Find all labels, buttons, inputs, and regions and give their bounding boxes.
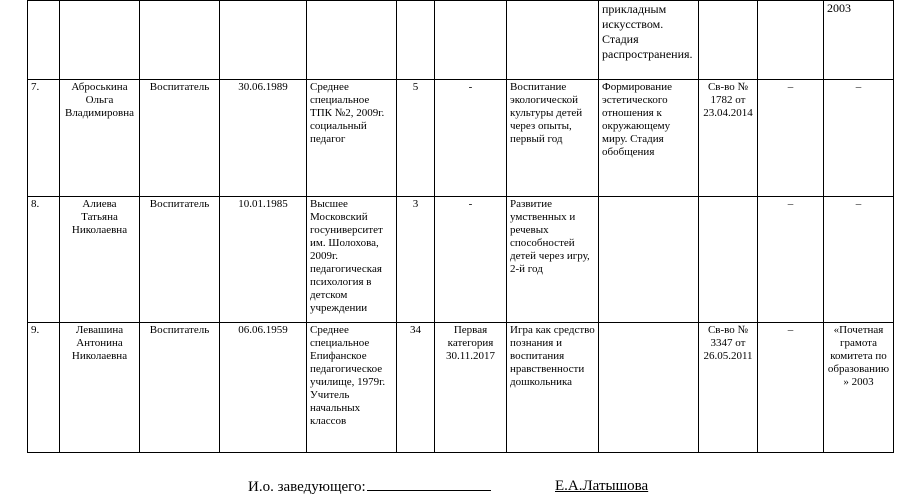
signature-blank	[367, 478, 491, 491]
employee-col10: –	[758, 197, 824, 323]
cell-number	[28, 1, 60, 80]
cell-certificate	[699, 1, 758, 80]
employee-certificate	[699, 197, 758, 323]
row-number: 7.	[28, 80, 60, 197]
employee-education: Среднее специальное ТПК №2, 2009г. социальный педагог	[307, 80, 397, 197]
signature-label: И.о. заведующего:	[248, 479, 366, 495]
table-row	[28, 80, 894, 197]
row-number: 9.	[28, 323, 60, 453]
employee-position: Воспитатель	[140, 197, 220, 323]
employee-position: Воспитатель	[140, 80, 220, 197]
employee-category: -	[435, 80, 507, 197]
cell-birth-date	[220, 1, 307, 80]
employee-birth-date: 06.06.1959	[220, 323, 307, 453]
employee-name: Левашина Антонина Николаевна	[60, 323, 140, 453]
employee-name: Аброськина Ольга Владимировна	[60, 80, 140, 197]
employee-program: Формирование эстетического отношения к окружающему миру. Стадия обобщения	[599, 80, 699, 197]
employee-category: -	[435, 197, 507, 323]
cell-category	[435, 1, 507, 80]
employee-theme: Игра как средство познания и воспитания нравственности дошкольника	[507, 323, 599, 453]
employee-experience: 34	[397, 323, 435, 453]
table-row	[28, 323, 894, 453]
cell-position	[140, 1, 220, 80]
cell-name	[60, 1, 140, 80]
cell-experience	[397, 1, 435, 80]
employee-award: –	[824, 197, 894, 323]
signature-line	[248, 478, 649, 496]
cell-theme	[507, 1, 599, 80]
employee-position: Воспитатель	[140, 323, 220, 453]
employee-program	[599, 323, 699, 453]
cell-col10	[758, 1, 824, 80]
employee-name: Алиева Татьяна Николаевна	[60, 197, 140, 323]
cell-program: прикладным искусством. Стадия распространения.	[599, 1, 699, 80]
employee-education: Высшее Московский госуниверситет им. Шолохова, 2009г. педагогическая психология в детском учреждении	[307, 197, 397, 323]
employee-certificate: Св-во № 1782 от 23.04.2014	[699, 80, 758, 197]
row-number: 8.	[28, 197, 60, 323]
employee-award: «Почетная грамота комитета по образованию» 2003	[824, 323, 894, 453]
employee-experience: 3	[397, 197, 435, 323]
cell-education	[307, 1, 397, 80]
employee-certificate: Св-во № 3347 от 26.05.2011	[699, 323, 758, 453]
employee-col10: –	[758, 80, 824, 197]
employee-category: Первая категория 30.11.2017	[435, 323, 507, 453]
cell-award: 2003	[824, 1, 894, 80]
employee-award: –	[824, 80, 894, 197]
signature-name: Е.А.Латышова	[555, 478, 649, 494]
employee-experience: 5	[397, 80, 435, 197]
employee-birth-date: 30.06.1989	[220, 80, 307, 197]
employee-birth-date: 10.01.1985	[220, 197, 307, 323]
employee-education: Среднее специальное Епифанское педагогическое училище, 1979г. Учитель начальных классов	[307, 323, 397, 453]
employee-theme: Воспитание экологической культуры детей через опыты, первый год	[507, 80, 599, 197]
table-row	[28, 197, 894, 323]
employee-col10: –	[758, 323, 824, 453]
employee-program	[599, 197, 699, 323]
employee-theme: Развитие умственных и речевых способностей детей через игру, 2-й год	[507, 197, 599, 323]
table-row-fragment	[28, 1, 894, 80]
staff-table	[27, 0, 894, 453]
